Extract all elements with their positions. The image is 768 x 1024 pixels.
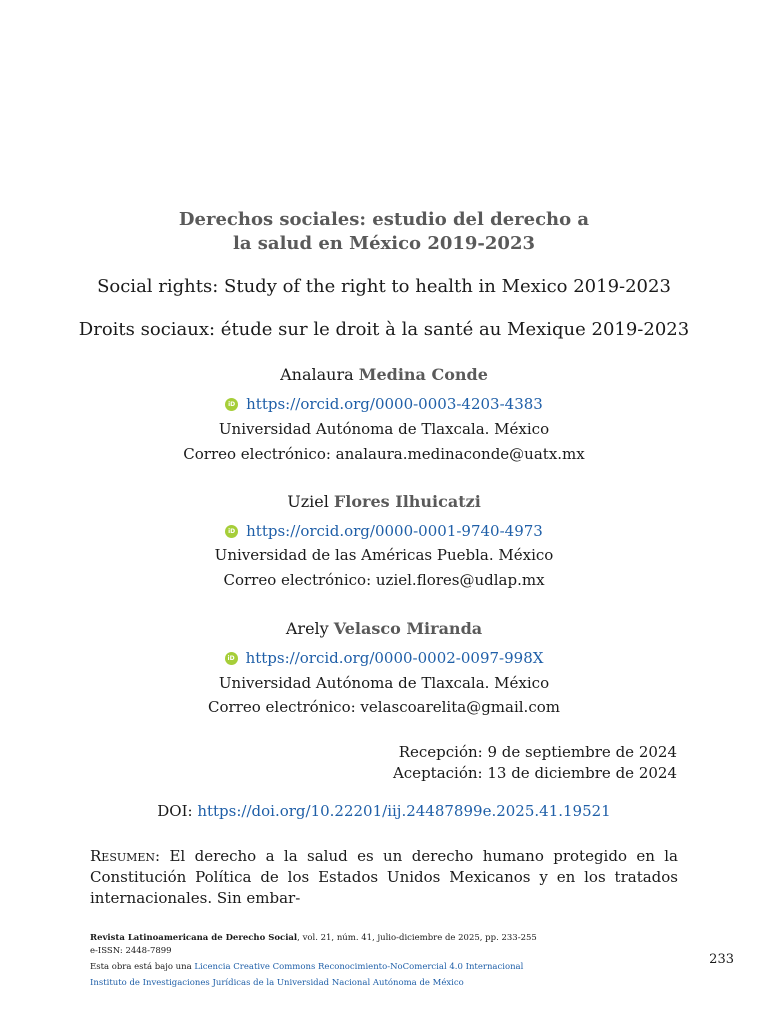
article-title-line-1: Derechos sociales: estudio del derecho a: [178, 209, 590, 230]
article-title: [0, 208, 768, 256]
author-3-orcid: [0, 649, 768, 667]
french-title: Droits sociaux: étude sur le droit à la santé au Mexique 2019-2023: [78, 319, 690, 340]
doi-link[interactable]: https://doi.org/10.22201/iij.24487899e.2025.41.19521: [197, 802, 611, 820]
author-given-name: Arely: [285, 619, 329, 638]
author-1-affiliation: Universidad Autónoma de Tlaxcala. México: [218, 420, 550, 438]
author-2-name: [0, 492, 768, 511]
author-1-orcid: [0, 395, 768, 413]
institute-link[interactable]: Instituto de Investigaciones Jurídicas de la Universidad Nacional Autónoma de México: [90, 978, 464, 988]
author-1-email: Correo electrónico: analaura.medinaconde@uatx.mx: [183, 445, 585, 463]
orcid-link[interactable]: https://orcid.org/0000-0002-0097-998X: [245, 649, 544, 667]
author-3-affiliation: Universidad Autónoma de Tlaxcala. México: [218, 674, 550, 692]
author-2-email: Correo electrónico: uziel.flores@udlap.mx: [223, 571, 545, 589]
orcid-icon: [225, 525, 238, 538]
license-prefix: Esta obra está bajo una: [90, 962, 195, 972]
author-surname: Medina Conde: [358, 365, 488, 384]
orcid-link[interactable]: https://orcid.org/0000-0001-9740-4973: [246, 522, 543, 540]
author-1-name: [0, 365, 768, 384]
author-3-email: Correo electrónico: velascoarelita@gmail.com: [208, 698, 560, 716]
abstract-text: El derecho a la salud es un derecho humano protegido en la Constitución Política de los Estados Unidos Mexicanos y en los tratados internacionales. Sin embar-: [90, 847, 678, 907]
abstract: [90, 846, 678, 909]
doi-label: DOI:: [157, 802, 198, 820]
orcid-link[interactable]: https://orcid.org/0000-0003-4203-4383: [246, 395, 543, 413]
footer-license: [90, 960, 523, 974]
author-given-name: Analaura: [280, 365, 354, 384]
orcid-icon: [225, 652, 238, 665]
english-title: Social rights: Study of the right to health in Mexico 2019-2023: [97, 276, 671, 297]
submission-dates: [393, 742, 677, 784]
accepted-date: Aceptación: 13 de diciembre de 2024: [392, 764, 677, 782]
orcid-icon: [225, 398, 238, 411]
footer-institute: [90, 976, 464, 990]
article-title-line-2: la salud en México 2019-2023: [233, 233, 535, 254]
author-given-name: Uziel: [287, 492, 329, 511]
footer-citation: [90, 931, 537, 945]
citation-details: , vol. 21, núm. 41, julio-diciembre de 2025, pp. 233-255: [297, 933, 537, 943]
footer-eissn: e-ISSN: 2448-7899: [90, 946, 172, 956]
author-surname: Velasco Miranda: [333, 619, 483, 638]
doi-line: [0, 802, 768, 820]
page-number: 233: [709, 952, 734, 967]
license-link[interactable]: Licencia Creative Commons Reconocimiento-NoComercial 4.0 Internacional: [194, 962, 524, 972]
journal-name: Revista Latinoamericana de Derecho Social: [90, 933, 298, 943]
author-surname: Flores Ilhuicatzi: [333, 492, 481, 511]
author-3-name: [0, 619, 768, 638]
received-date: Recepción: 9 de septiembre de 2024: [398, 743, 677, 761]
abstract-heading: Resumen:: [90, 847, 161, 865]
author-2-orcid: [0, 522, 768, 540]
author-2-affiliation: Universidad de las Américas Puebla. México: [214, 546, 554, 564]
